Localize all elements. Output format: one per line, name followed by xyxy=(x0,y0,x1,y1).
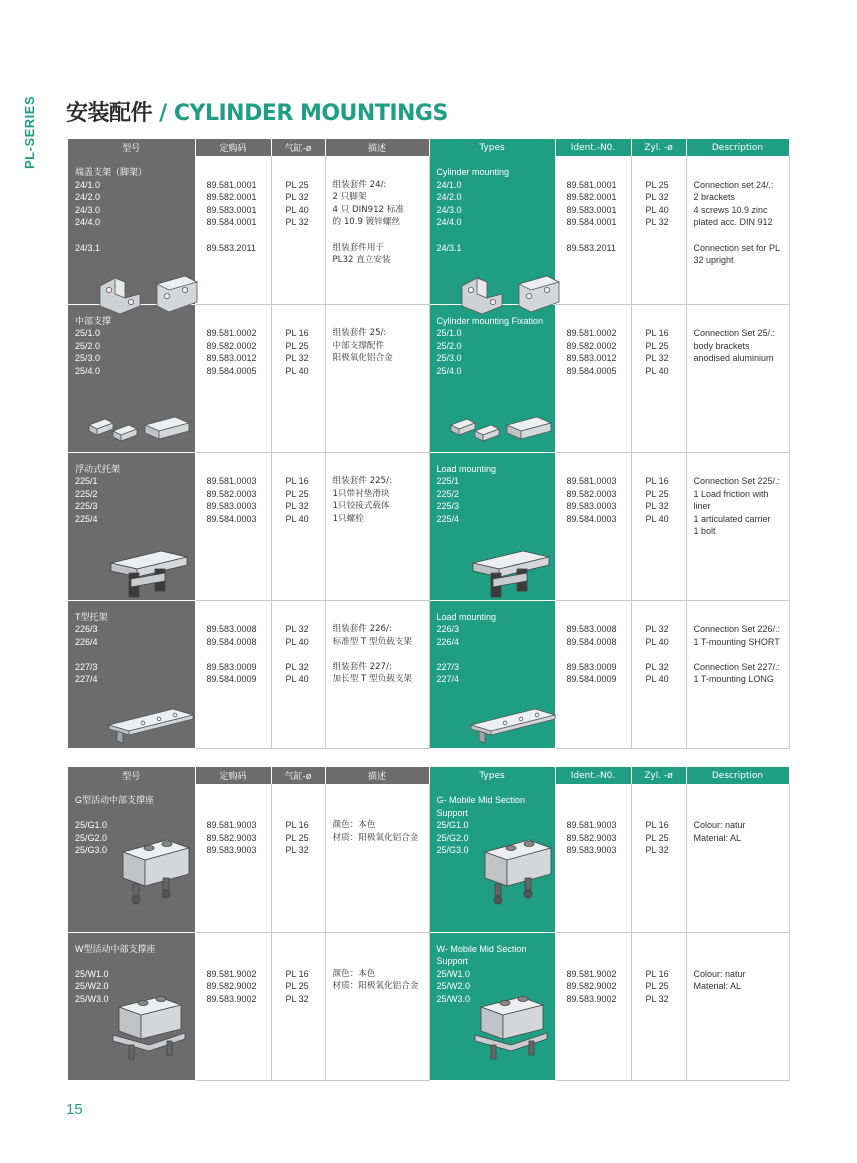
cylinder-dia-text: PL 16 PL 25 PL 32 xyxy=(285,820,309,856)
description-cn-text: 组装套件 24/: 2 只脚架 4 只 DIN912 标准 的 10.9 镀锌螺丝 组装套件用于 PL32 直立安装 xyxy=(332,179,404,266)
product-image xyxy=(445,411,555,451)
cn-type-text: T型托架 226/3 226/4 227/3 227/4 xyxy=(75,611,108,685)
table-header-row xyxy=(68,767,789,784)
zyl-dia-cell xyxy=(631,156,686,304)
order-code-cell xyxy=(195,304,271,452)
header-en-ident: Ident.-N0. xyxy=(555,139,631,156)
header-en-desc: Description xyxy=(686,139,789,156)
cn-type-cell xyxy=(68,452,195,600)
en-type-text: Load mounting 225/1 225/2 225/3 225/4 xyxy=(436,463,497,524)
cylinder-dia-cell xyxy=(271,156,325,304)
description-cn-text: 组装套件 225/: 1只带衬垫滑块 1只铰接式载体 1只螺栓 xyxy=(332,476,392,524)
header-en-type: Types xyxy=(429,767,555,784)
table-row xyxy=(68,156,789,304)
cn-type-cell xyxy=(68,932,195,1080)
header-cn-type: 型号 xyxy=(68,767,195,784)
zyl-dia-text: PL 16 PL 25 PL 32 PL 40 xyxy=(645,476,669,524)
table-row xyxy=(68,600,789,748)
en-type-cell xyxy=(429,452,555,600)
header-en-desc: Description xyxy=(686,767,789,784)
description-cn-text: 颜色：本色 材质：阳极氧化铝合金 xyxy=(332,968,419,992)
cylinder-dia-cell xyxy=(271,452,325,600)
description-en-text: Colour: natur Material: AL xyxy=(693,820,746,843)
description-en-cell xyxy=(686,784,789,932)
cylinder-dia-text: PL 32 PL 40 PL 32 PL 40 xyxy=(285,624,309,685)
ident-no-cell xyxy=(555,304,631,452)
header-en-zyl: Zyl. -ø xyxy=(631,139,686,156)
cn-type-cell xyxy=(68,784,195,932)
order-code-cell xyxy=(195,784,271,932)
cylinder-dia-cell xyxy=(271,600,325,748)
page-number: 15 xyxy=(66,1101,83,1118)
ident-no-cell xyxy=(555,156,631,304)
product-image xyxy=(463,543,553,607)
header-cn-desc: 描述 xyxy=(325,139,429,156)
title-en: CYLINDER MOUNTINGS xyxy=(173,101,448,126)
zyl-dia-text: PL 16 PL 25 PL 32 PL 40 xyxy=(645,328,669,376)
mid-section-support-table xyxy=(68,767,790,1081)
ident-no-text: 89.581.0001 89.582.0001 89.583.0001 89.584.0001 89.583.2011 xyxy=(566,179,617,253)
description-en-text: Connection Set 226/.: 1 T-mounting SHORT Connection Set 227/.: 1 T-mounting LONG xyxy=(693,624,781,685)
zyl-dia-text: PL 16 PL 25 PL 32 xyxy=(645,820,669,856)
order-code-text: 89.581.9002 89.582.9002 89.583.9002 xyxy=(206,968,257,1004)
ident-no-cell xyxy=(555,784,631,932)
description-cn-cell xyxy=(325,156,429,304)
en-type-text: G- Mobile Mid Section Support 25/G1.0 25/G2.0 25/G3.0 xyxy=(436,795,526,856)
page-title xyxy=(66,96,448,127)
description-cn-text: 组装套件 226/: 标准型 T 型负载支架 组装套件 227/: 加长型 T 型负载支架 xyxy=(332,624,412,685)
description-cn-cell xyxy=(325,784,429,932)
description-en-cell xyxy=(686,600,789,748)
cylinder-dia-text: PL 25 PL 32 PL 40 PL 32 xyxy=(285,179,309,228)
table-row xyxy=(68,452,789,600)
header-cn-type: 型号 xyxy=(68,139,195,156)
zyl-dia-cell xyxy=(631,452,686,600)
product-image xyxy=(109,991,189,1073)
ident-no-cell xyxy=(555,600,631,748)
title-cn: 安装配件 xyxy=(66,101,153,126)
product-image xyxy=(83,411,193,451)
description-en-text: Connection Set 225/.: 1 Load friction with liner 1 articulated carrier 1 bolt xyxy=(693,476,781,537)
zyl-dia-cell xyxy=(631,932,686,1080)
header-en-ident: Ident.-N0. xyxy=(555,767,631,784)
description-cn-cell xyxy=(325,932,429,1080)
cn-type-cell xyxy=(68,304,195,452)
header-cn-desc: 描述 xyxy=(325,767,429,784)
description-en-text: Connection set 24/.: 2 brackets 4 screws 10.9 zinc plated acc. DIN 912 Connection set for PL 32 upright xyxy=(693,179,781,266)
description-cn-cell xyxy=(325,600,429,748)
cylinder-dia-cell xyxy=(271,304,325,452)
table-row xyxy=(68,932,789,1080)
product-image xyxy=(471,991,551,1073)
zyl-dia-text: PL 32 PL 40 PL 32 PL 40 xyxy=(645,624,669,685)
en-type-cell xyxy=(429,304,555,452)
cn-type-cell xyxy=(68,156,195,304)
ident-no-text: 89.581.9002 89.582.9002 89.583.9002 xyxy=(566,968,617,1004)
en-type-cell xyxy=(429,784,555,932)
product-image xyxy=(103,701,199,749)
product-image xyxy=(101,543,191,607)
title-sep: / xyxy=(152,101,174,126)
order-code-text: 89.583.0008 89.584.0008 89.583.0009 89.584.0009 xyxy=(206,624,257,685)
cn-type-text: G型活动中部支撑座 25/G1.0 25/G2.0 25/G3.0 xyxy=(75,795,155,856)
ident-no-text: 89.581.0003 89.582.0003 89.583.0003 89.584.0003 xyxy=(566,476,617,524)
order-code-cell xyxy=(195,932,271,1080)
cn-type-text: 端盖支架（脚架） 24/1.0 24/2.0 24/3.0 24/4.0 24/3.1 xyxy=(75,167,148,253)
header-en-type: Types xyxy=(429,139,555,156)
ident-no-cell xyxy=(555,932,631,1080)
description-en-cell xyxy=(686,452,789,600)
product-image xyxy=(477,834,557,916)
description-cn-cell xyxy=(325,452,429,600)
cylinder-dia-cell xyxy=(271,932,325,1080)
cylinder-dia-text: PL 16 PL 25 PL 32 xyxy=(285,968,309,1004)
en-type-text: Cylinder mounting 24/1.0 24/2.0 24/3.0 24/4.0 24/3.1 xyxy=(436,167,510,253)
product-image xyxy=(115,834,195,916)
order-code-cell xyxy=(195,600,271,748)
description-en-text: Connection Set 25/.: body brackets anodised aluminium xyxy=(693,328,776,364)
en-type-text: W- Mobile Mid Section Support 25/W1.0 25/W2.0 25/W3.0 xyxy=(436,943,527,1004)
order-code-text: 89.581.9003 89.582.9003 89.583.9003 xyxy=(206,820,257,856)
description-cn-cell xyxy=(325,304,429,452)
cn-type-cell xyxy=(68,600,195,748)
header-cn-dia: 气缸-ø xyxy=(271,767,325,784)
order-code-cell xyxy=(195,452,271,600)
zyl-dia-text: PL 25 PL 32 PL 40 PL 32 xyxy=(645,179,669,228)
table-header-row xyxy=(68,139,789,156)
ident-no-text: 89.583.0008 89.584.0008 89.583.0009 89.584.0009 xyxy=(566,624,617,685)
order-code-cell xyxy=(195,156,271,304)
ident-no-text: 89.581.0002 89.582.0002 89.583.0012 89.584.0005 xyxy=(566,328,617,376)
table-row xyxy=(68,784,789,932)
zyl-dia-cell xyxy=(631,600,686,748)
ident-no-text: 89.581.9003 89.582.9003 89.583.9003 xyxy=(566,820,617,856)
cylinder-dia-cell xyxy=(271,784,325,932)
order-code-text: 89.581.0002 89.582.0002 89.583.0012 89.584.0005 xyxy=(206,328,257,376)
description-en-cell xyxy=(686,156,789,304)
en-type-cell xyxy=(429,932,555,1080)
zyl-dia-cell xyxy=(631,304,686,452)
mountings-table xyxy=(68,139,790,749)
cylinder-dia-text: PL 16 PL 25 PL 32 PL 40 xyxy=(285,476,309,524)
en-type-text: Cylinder mounting Fixation 25/1.0 25/2.0 25/3.0 25/4.0 xyxy=(436,315,544,376)
cylinder-dia-text: PL 16 PL 25 PL 32 PL 40 xyxy=(285,328,309,376)
cn-type-text: 浮动式托架 225/1 225/2 225/3 225/4 xyxy=(75,463,121,524)
series-side-label: PL-SERIES xyxy=(22,95,37,170)
en-type-cell xyxy=(429,156,555,304)
order-code-text: 89.581.0003 89.582.0003 89.583.0003 89.584.0003 xyxy=(206,476,257,524)
zyl-dia-cell xyxy=(631,784,686,932)
description-cn-text: 组装套件 25/: 中部支撑配件 阳极氧化铝合金 xyxy=(332,328,393,364)
order-code-text: 89.581.0001 89.582.0001 89.583.0001 89.584.0001 89.583.2011 xyxy=(206,179,257,253)
header-cn-code: 定购码 xyxy=(195,139,271,156)
header-cn-code: 定购码 xyxy=(195,767,271,784)
table-row xyxy=(68,304,789,452)
description-cn-text: 颜色：本色 材质：阳极氧化铝合金 xyxy=(332,820,419,843)
en-type-text: Load mounting 226/3 226/4 227/3 227/4 xyxy=(436,611,497,685)
description-en-cell xyxy=(686,304,789,452)
zyl-dia-text: PL 16 PL 25 PL 32 xyxy=(645,968,669,1004)
cn-type-text: 中部支撑 25/1.0 25/2.0 25/3.0 25/4.0 xyxy=(75,315,112,376)
en-type-cell xyxy=(429,600,555,748)
ident-no-cell xyxy=(555,452,631,600)
cn-type-text: W型活动中部支撑座 25/W1.0 25/W2.0 25/W3.0 xyxy=(75,943,156,1004)
product-image xyxy=(465,701,561,749)
description-en-text: Colour: natur Material: AL xyxy=(693,968,746,992)
description-en-cell xyxy=(686,932,789,1080)
header-en-zyl: Zyl. -ø xyxy=(631,767,686,784)
header-cn-dia: 气缸-ø xyxy=(271,139,325,156)
